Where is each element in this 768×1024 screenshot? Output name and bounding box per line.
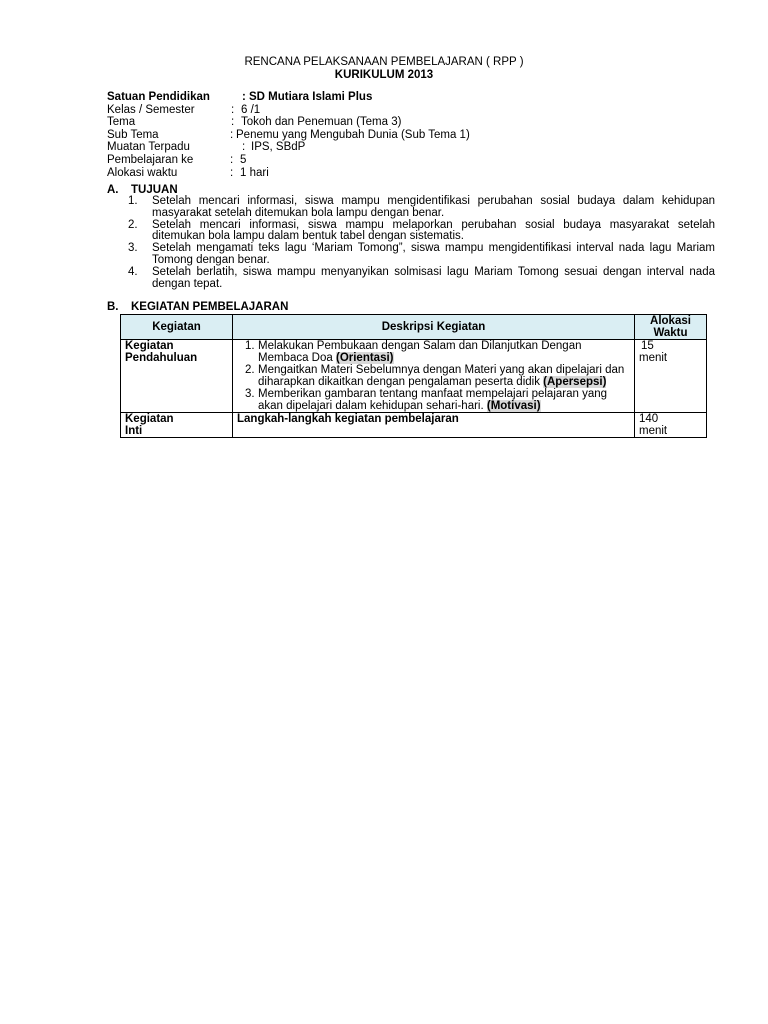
identity-value: 5 [240, 153, 247, 166]
tujuan-list [128, 196, 715, 290]
header-alokasi [635, 315, 707, 340]
list-number: 3. [128, 242, 138, 255]
list-text: Setelah berlatih, siswa mampu menyanyikan solmisasi lagu Mariam Tomong sesuai dengan interval nada dengan tepat. [152, 265, 715, 290]
list-text: Mengaitkan Materi Sebelumnya dengan Materi yang akan dipelajari dan diharapkan dikaitkan dengan pengalaman peserta didik [258, 364, 625, 388]
row-pendahuluan-name [121, 340, 233, 413]
identity-label: Pembelajaran ke [107, 153, 194, 166]
identity-separator: : [231, 116, 235, 129]
list-number: 4. [128, 265, 138, 278]
identity-label: Satuan Pendidikan [107, 91, 210, 103]
list-number: 1. [245, 340, 255, 352]
header-kegiatan: Kegiatan [121, 315, 233, 340]
time-value: 15 [641, 340, 654, 352]
document-title: RENCANA PELAKSANAAN PEMBELAJARAN ( RPP ) [244, 56, 524, 68]
time-unit: menit [639, 352, 668, 364]
time-unit: menit [639, 425, 668, 437]
row-inti-desc: Langkah-langkah kegiatan pembelajaran [233, 413, 635, 438]
list-number: 3. [245, 388, 255, 400]
section-number: B. [107, 301, 119, 313]
identity-label: Sub Tema [107, 128, 159, 141]
list-text: Setelah mengamati teks lagu ‘Mariam Tomong”, siswa mampu mengidentifikasi interval nada lagu Mariam Tomong dengan benar. [152, 242, 715, 266]
header-deskripsi: Deskripsi Kegiatan [233, 315, 635, 340]
identity-value: 6 /1 [241, 103, 261, 116]
identity-label: Muatan Terpadu [107, 141, 190, 154]
list-number: 1. [128, 195, 138, 207]
list-item [128, 196, 715, 220]
row-name-line2: Pendahuluan [125, 352, 198, 364]
list-item [128, 243, 715, 267]
list-text: Memberikan gambaran tentang manfaat mempelajari pelajaran yang akan dipelajari dalam kehidupan sehari-hari. [258, 388, 608, 412]
identity-value: SD Mutiara Islami Plus [249, 91, 373, 103]
list-text: Setelah mencari informasi, siswa mampu mengidentifikasi perubahan sosial budaya dalam kehidupan masyarakat setelah ditemukan bola lampu dengan benar. [152, 195, 715, 219]
identity-value: 1 hari [240, 166, 269, 179]
identity-separator: : [230, 166, 234, 179]
identity-label: Tema [107, 116, 136, 129]
row-inti-name [121, 413, 233, 438]
row-name-line2: Inti [125, 425, 143, 437]
step-tag: (Orientasi) [335, 352, 394, 364]
identity-value: Tokoh dan Penemuan (Tema 3) [241, 116, 402, 129]
table-header-row [121, 315, 707, 340]
identity-label: Alokasi waktu [107, 166, 178, 179]
list-item [128, 267, 715, 291]
list-item [237, 388, 630, 412]
identity-separator: : [242, 141, 246, 154]
header-alokasi-line2: Waktu [653, 327, 688, 339]
row-name-line1: Kegiatan [125, 340, 174, 352]
identity-separator: : [230, 153, 234, 166]
time-value: 140 [639, 413, 659, 425]
list-item [237, 364, 630, 388]
step-tag: (Apersepsi) [543, 376, 607, 388]
section-b-heading [107, 301, 288, 314]
kegiatan-table [120, 314, 707, 438]
list-text: Setelah mencari informasi, siswa mampu melaporkan perubahan sosial budaya masyarakat setelah ditemukan bola lampu dalam bentuk tabel dengan sistematis. [152, 218, 715, 243]
table-row [121, 340, 707, 413]
section-number: A. [107, 184, 119, 196]
list-number: 2. [245, 364, 255, 376]
identity-value: IPS, SBdP [251, 141, 306, 154]
row-inti-time [635, 413, 707, 438]
identity-separator: : [231, 103, 235, 116]
section-title: KEGIATAN PEMBELAJARAN [131, 301, 289, 313]
row-pendahuluan-time [635, 340, 707, 413]
step-tag: (Motivasi) [486, 400, 541, 412]
pendahuluan-steps [237, 340, 630, 412]
list-item [237, 340, 630, 364]
identity-separator: : [230, 128, 234, 141]
identity-value: Penemu yang Mengubah Dunia (Sub Tema 1) [236, 128, 470, 141]
list-number: 2. [128, 218, 138, 231]
table-row [121, 413, 707, 438]
section-title: TUJUAN [131, 184, 178, 196]
row-pendahuluan-desc [233, 340, 635, 413]
row-name-line1: Kegiatan [125, 413, 174, 425]
list-item [128, 220, 715, 244]
document-subtitle: KURIKULUM 2013 [334, 69, 434, 81]
list-text: Melakukan Pembukaan dengan Salam dan Dilanjutkan Dengan Membaca Doa [258, 340, 582, 364]
identity-separator: : [242, 91, 246, 103]
header-alokasi-line1: Alokasi [650, 315, 691, 327]
identity-label: Kelas / Semester [107, 103, 195, 116]
